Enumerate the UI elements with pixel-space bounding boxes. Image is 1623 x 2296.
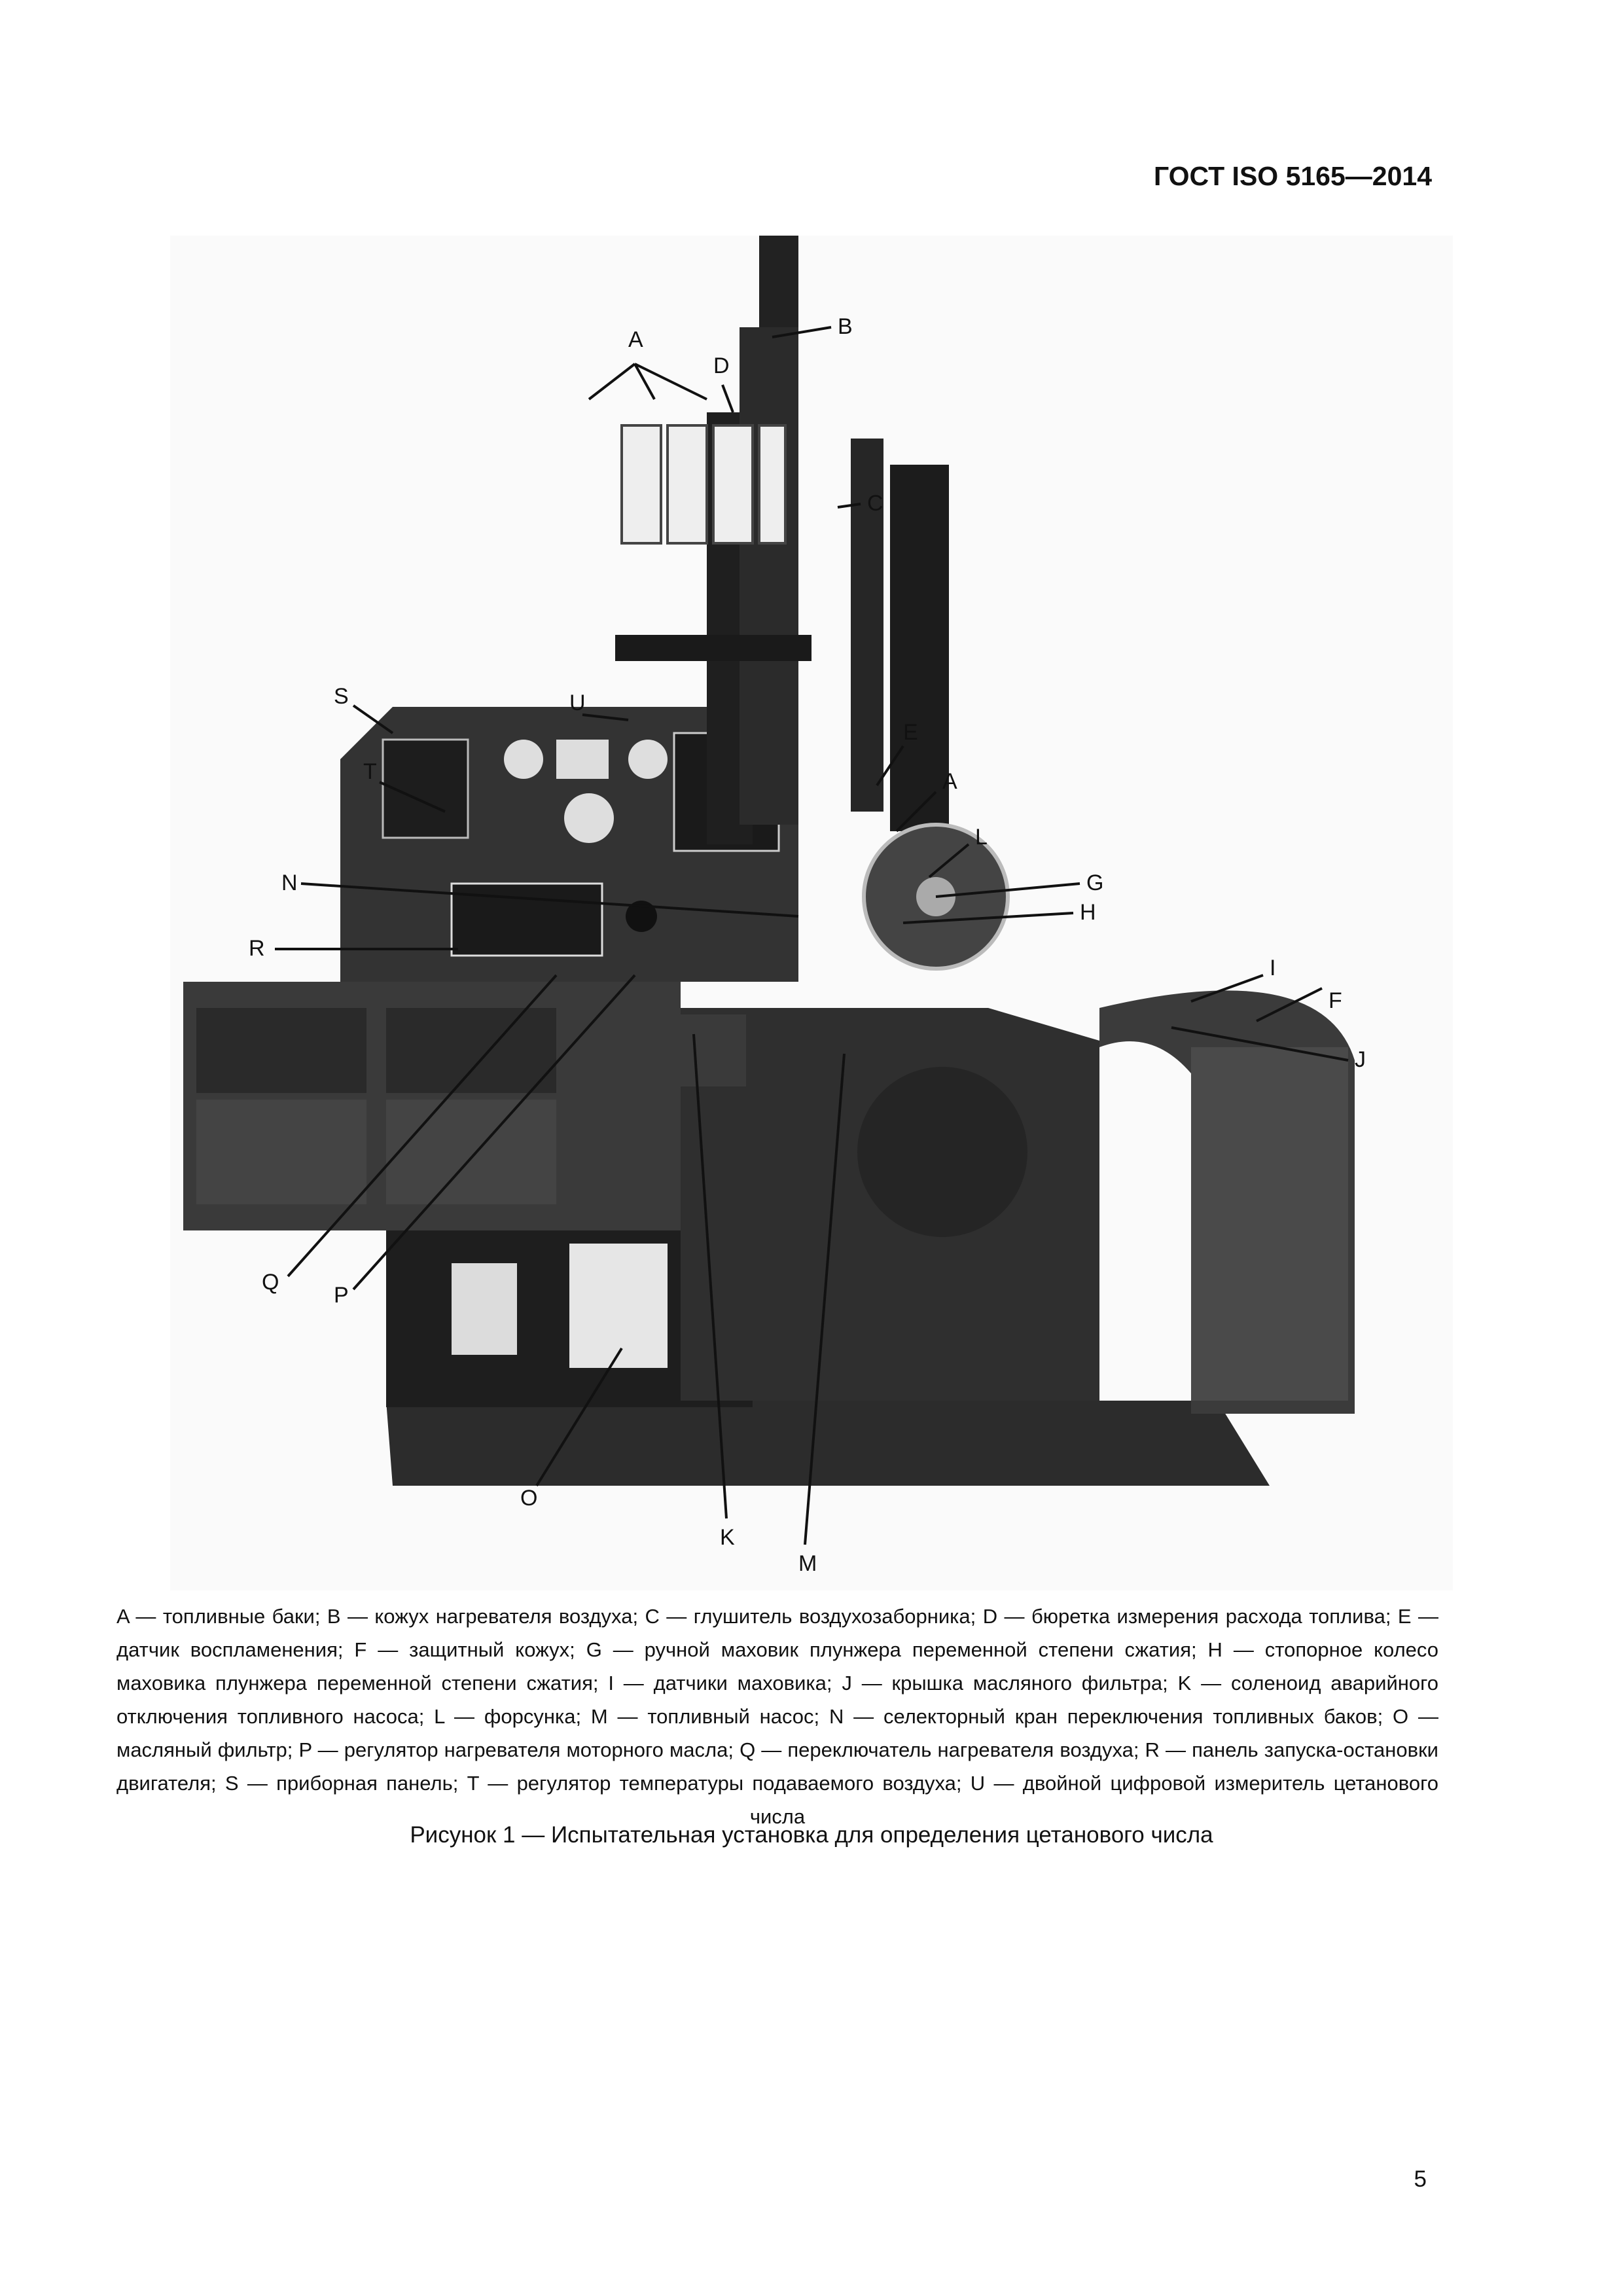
label-l: L [975, 825, 988, 850]
label-e: E [903, 720, 918, 745]
label-j: J [1355, 1047, 1366, 1072]
label-b: B [838, 314, 853, 339]
label-g: G [1086, 870, 1104, 895]
label-a: A [628, 327, 643, 352]
label-d: D [713, 353, 730, 378]
figure-legend: A — топливные баки; B — кожух нагревателя воздуха; C — глушитель воздухозаборника; D — бюретка измерения расхода топлива; E — датчик воспламенения; F — защитный кожух; G — ручной маховик плунжера переменной степени сжатия; H — стопорное колесо маховика плунжера переменной степени сжатия; I — датчики маховика; J — крышка масляного фильтра; K — соленоид аварийного отключения топливного насоса; L — форсунка; M — топливный насос; N — селекторный кран переключения топливных баков; O — масляный фильтр; P — регулятор нагревателя моторного масла; Q — переключатель нагревателя воздуха; R — панель запуска-остановки двигателя; S — приборная панель; T — регулятор температуры подаваемого воздуха; U — двойной цифровой измеритель цетанового числа [116, 1605, 1438, 1828]
figure-caption: Рисунок 1 — Испытательная установка для определения цетанового числа [410, 1822, 1213, 1848]
label-h: H [1080, 900, 1096, 925]
label-a-second: A [942, 769, 957, 794]
label-m: M [798, 1551, 817, 1576]
label-n: N [281, 870, 298, 895]
label-f: F [1329, 988, 1342, 1013]
document-code: ГОСТ ISO 5165—2014 [1153, 161, 1432, 191]
label-p: P [334, 1283, 349, 1308]
label-q: Q [262, 1270, 279, 1295]
figure-photo [170, 236, 1453, 1590]
label-t: T [363, 759, 377, 784]
label-c: C [867, 491, 883, 516]
page-number: 5 [1414, 2166, 1427, 2192]
label-o: O [520, 1486, 538, 1511]
label-s: S [334, 684, 349, 709]
label-u: U [569, 691, 586, 715]
label-r: R [249, 936, 265, 961]
cetane-test-rig-illustration [170, 236, 1453, 1590]
label-i: I [1270, 956, 1276, 980]
label-k: K [720, 1525, 735, 1550]
